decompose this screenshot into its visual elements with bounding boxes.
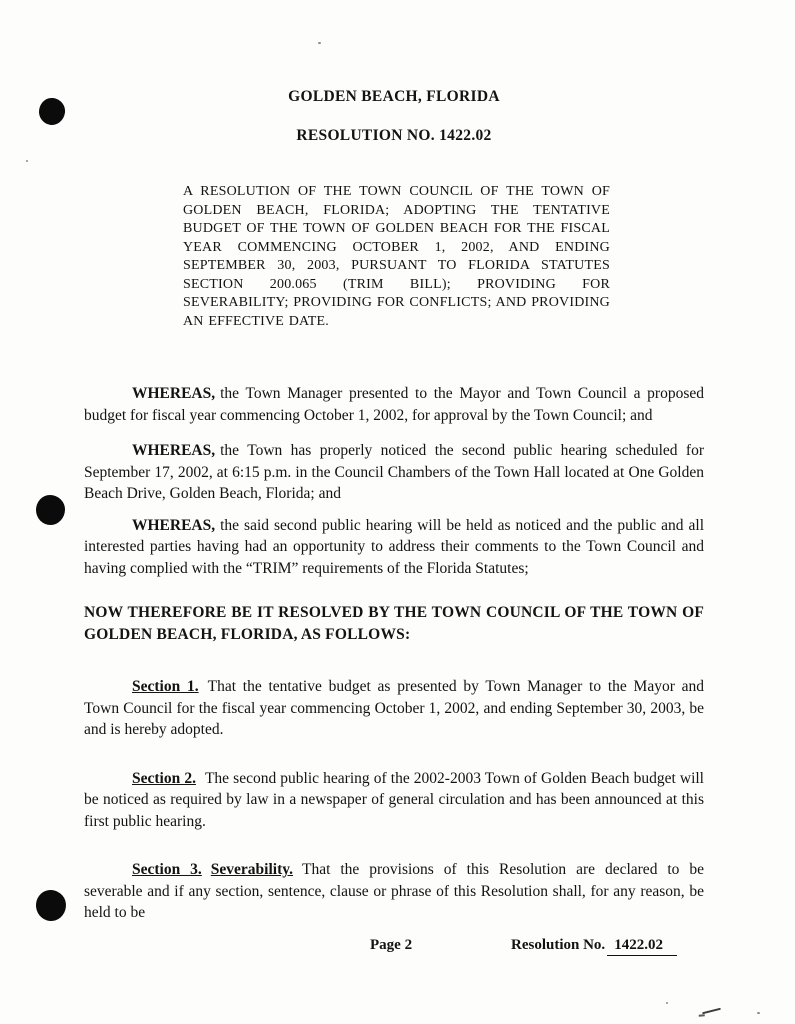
whereas-lead: WHEREAS,: [132, 385, 216, 402]
page-footer: [0, 937, 795, 961]
pen-mark: [702, 1008, 721, 1015]
whereas-paragraph-1: [84, 383, 704, 426]
section-text: That the provisions of this Resolution are declared to be severable and if any section, sentence, clause or phrase of this Resolution shall, for any reason, be held to be: [84, 861, 705, 921]
section-paragraph-2: [84, 768, 704, 833]
whereas-paragraph-3: [84, 515, 704, 580]
document-content: [0, 88, 795, 924]
section-sublabel: Severability.: [210, 861, 294, 878]
whereas-paragraph-2: [84, 440, 704, 505]
section-text: That the tentative budget as presented by Town Manager to the Mayor and Town Council for the fiscal year commencing October 1, 2002, and ending September 30, 2003, be and is hereby adopted.: [84, 678, 704, 738]
resolved-heading: NOW THEREFORE BE IT RESOLVED BY THE TOWN COUNCIL OF THE TOWN OF GOLDEN BEACH, FLORIDA, AS FOLLOWS:: [84, 604, 704, 643]
hole-punch-dot: [36, 495, 65, 525]
whereas-text: the Town has properly noticed the second public hearing scheduled for September 17, 2002, at 6:15 p.m. in the Council Chambers of the Town Hall located at One Golden Beach Drive, Golden Beach, Florida; and: [84, 442, 704, 502]
whereas-lead: WHEREAS,: [132, 442, 216, 459]
section-label: Section 1.: [132, 678, 199, 695]
footer-resolution-label: Resolution No.: [511, 937, 606, 953]
whereas-lead: WHEREAS,: [132, 516, 216, 534]
section-paragraph-3: [84, 859, 704, 924]
whereas-text: the said second public hearing will be held as noticed and the public and all interested parties having had an opportunity to address their comments to the Town Council and having complied with the “TRIM” requirements of the Florida Statutes;: [84, 516, 704, 577]
resolution-number-heading: RESOLUTION NO. 1422.02: [296, 127, 492, 144]
footer-resolution-number: [511, 937, 677, 956]
page-number-label: Page 2: [370, 937, 413, 953]
scan-speck: [318, 42, 321, 44]
resolution-caption-block: A RESOLUTION OF THE TOWN COUNCIL OF THE TOWN OF GOLDEN BEACH, FLORIDA; ADOPTING THE TENTATIVE BUDGET OF THE TOWN OF GOLDEN BEACH FOR THE FISCAL YEAR COMMENCING OCTOBER 1, 2002, AND ENDING SEPTEMBER 30, 2003, PURSUANT TO FLORIDA STATUTES SECTION 200.065 (TRIM BILL); PROVIDING FOR SEVERABILITY; PROVIDING FOR CONFLICTS; AND PROVIDING AN EFFECTIVE DATE.: [183, 184, 610, 329]
section-label: Section 2.: [132, 769, 196, 787]
footer-resolution-value: 1422.02: [607, 937, 677, 956]
scan-speck: [757, 1012, 760, 1014]
scan-speck: [26, 160, 28, 162]
section-paragraph-1: [84, 676, 704, 741]
scan-speck: [666, 1002, 668, 1004]
document-title: GOLDEN BEACH, FLORIDA: [288, 88, 500, 105]
whereas-text: the Town Manager presented to the Mayor and Town Council a proposed budget for fiscal year commencing October 1, 2002, for approval by the Town Council; and: [84, 385, 704, 424]
section-text: The second public hearing of the 2002-2003 Town of Golden Beach budget will be noticed as required by law in a newspaper of general circulation and has been announced at this first public hearing.: [84, 769, 704, 830]
section-label: Section 3.: [132, 861, 202, 878]
